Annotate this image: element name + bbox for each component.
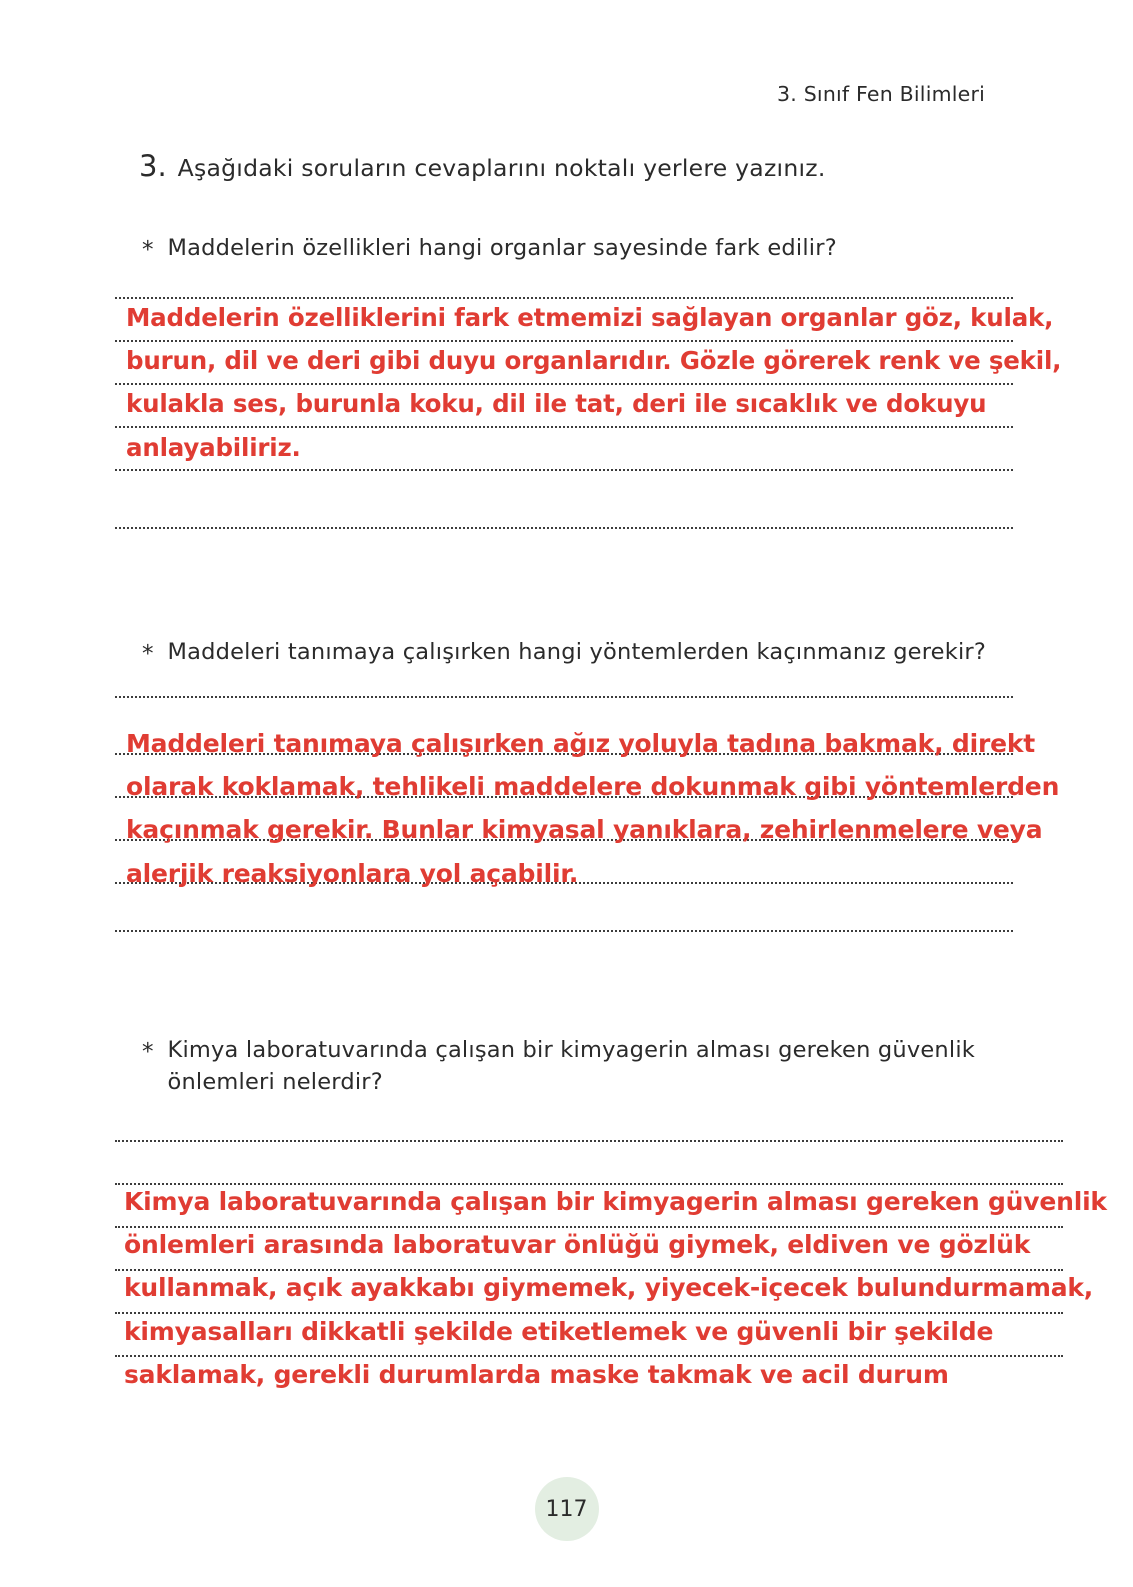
answer-rule[interactable] [115,930,1013,932]
question-3 [142,1035,1042,1099]
answer-line: burun, dil ve deri gibi duyu organlarıdır. Gözle görerek renk ve şekil, [126,346,1062,376]
question-1 [142,233,1022,267]
page-number-badge: 117 [535,1477,599,1541]
answer-line: kulakla ses, burunla koku, dil ile tat, deri ile sıcaklık ve dokuyu [126,389,987,419]
question-1-prompt: Maddelerin özellikleri hangi organlar sayesinde fark edilir? [167,235,837,261]
answer-line: saklamak, gerekli durumlarda maske takmak ve acil durum [124,1359,949,1389]
answer-line: kaçınmak gerekir. Bunlar kimyasal yanıklara, zehirlenmelere veya [126,815,1043,845]
answer-2-handwriting [126,722,1059,895]
asterisk-bullet-icon: * [142,641,154,667]
question-2 [142,637,1022,671]
answer-line: önlemleri arasında laboratuvar önlüğü giymek, eldiven ve gözlük [124,1230,1031,1260]
answer-line: olarak koklamak, tehlikeli maddelere dokunmak gibi yöntemlerden [126,772,1060,802]
answer-rule[interactable] [115,696,1013,698]
answer-line: Maddeleri tanımaya çalışırken ağız yoluyla tadına bakmak, direkt [126,729,1036,758]
answer-line: anlayabiliriz. [126,432,301,462]
question-2-prompt: Maddeleri tanımaya çalışırken hangi yöntemlerden kaçınmanız gerekir? [167,639,986,665]
answer-rule[interactable] [115,1140,1063,1142]
answer-1-handwriting [126,296,1061,469]
question-3-prompt: Kimya laboratuvarında çalışan bir kimyagerin alması gereken güvenlik önlemleri nelerdir? [167,1037,976,1095]
answer-line: kimyasalları dikkatli şekilde etiketlemek ve güvenli bir şekilde [124,1316,994,1346]
exercise-heading [139,149,826,183]
running-header-title: 3. Sınıf Fen Bilimleri [777,82,985,106]
answer-line: Maddelerin özelliklerini fark etmemizi sağlayan organlar göz, kulak, [126,303,1054,332]
answer-line: kullanmak, açık ayakkabı giymemek, yiyecek-içecek bulundurmamak, [124,1273,1094,1303]
answer-3-handwriting [124,1180,1107,1396]
answer-rule[interactable] [115,527,1013,529]
exercise-number: 3. [139,149,167,183]
asterisk-bullet-icon: * [142,237,154,263]
answer-rule[interactable] [115,469,1013,471]
answer-line: Kimya laboratuvarında çalışan bir kimyagerin alması gereken güvenlik [124,1187,1107,1216]
exercise-instruction: Aşağıdaki soruların cevaplarını noktalı yerlere yazınız. [177,154,826,182]
answer-line: alerjik reaksiyonlara yol açabilir. [126,858,579,888]
asterisk-bullet-icon: * [142,1039,154,1065]
